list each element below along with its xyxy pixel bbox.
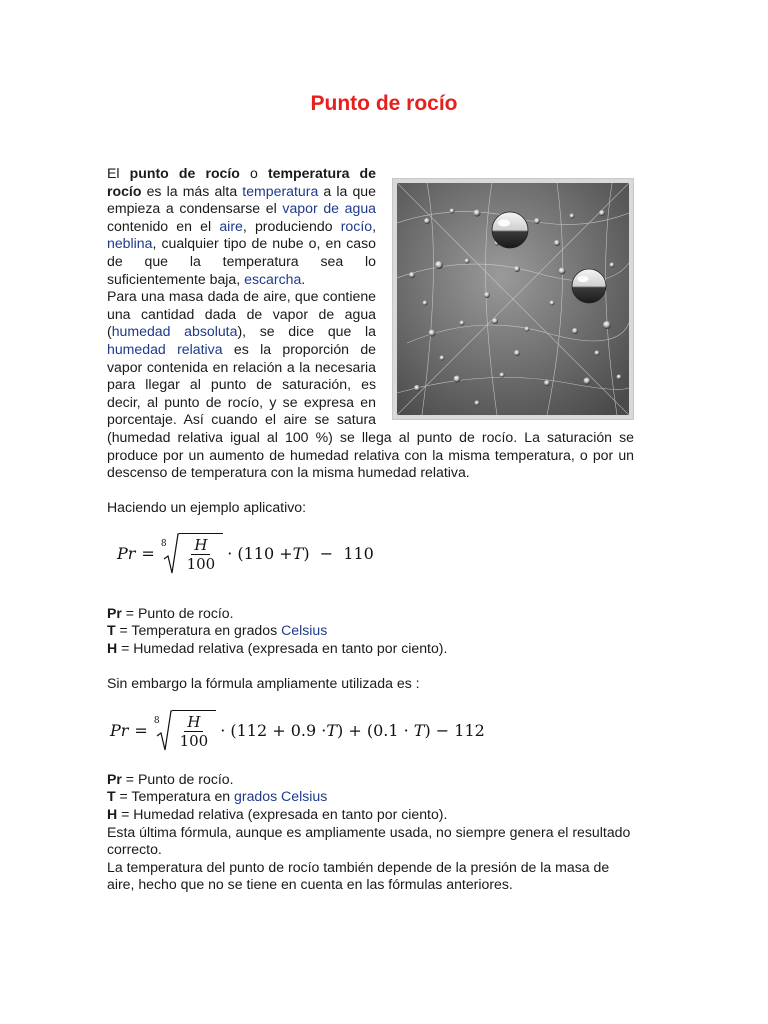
- link-neblina[interactable]: neblina: [107, 235, 153, 252]
- intro-text: a la que empieza a condensarse el: [107, 182, 376, 217]
- fraction: [187, 536, 216, 575]
- legend-text: = Humedad relativa (expresada en tanto por ciento).: [117, 806, 448, 823]
- legend-text: = Punto de rocío.: [121, 770, 234, 787]
- paragraph-text: es la proporción de vapor contenida en relación a la necesaria para llegar al punto de saturación, es decir, al punto de rocío, y se expresa en porcentaje. Así cuando el aire se satura (humedad relativa igual al 100 %) se llega al punto de rocío. La saturación se produce por un aumento de humedad relativa con la misma temperatura, o por un descenso de temperatura con la misma humedad relativa.: [107, 340, 634, 481]
- intro-text: es la más alta: [141, 182, 243, 199]
- formula-term: ) + (0.1 ·: [337, 721, 414, 741]
- legend-text: = Temperatura en grados: [115, 622, 282, 639]
- example-intro: Haciendo un ejemplo aplicativo:: [107, 499, 306, 516]
- formula-symbol-t: T: [326, 721, 338, 741]
- legend-text: = Humedad relativa (expresada en tanto por ciento).: [117, 640, 448, 657]
- legend-symbol-h: H: [107, 640, 118, 657]
- link-grados-celsius[interactable]: grados Celsius: [234, 788, 328, 805]
- fraction-numerator: H: [191, 536, 210, 555]
- term-punto-de-rocio: punto de rocío: [129, 165, 240, 181]
- dew-drops-spiderweb-icon: [397, 183, 629, 415]
- article-body: [107, 165, 634, 894]
- formula-term: · (112 + 0.9 ·: [220, 721, 327, 741]
- legend-symbol-t: T: [107, 622, 116, 639]
- formula-term: ) − 110: [303, 544, 374, 564]
- link-temperatura[interactable]: temperatura: [242, 182, 319, 199]
- formula-term: ) − 112: [424, 721, 485, 741]
- intro-text: , produciendo: [242, 217, 341, 234]
- link-vapor-de-agua[interactable]: vapor de agua: [282, 200, 376, 217]
- legend-symbol-h: H: [107, 806, 118, 823]
- page-title: Punto de rocío: [310, 92, 458, 115]
- link-humedad-relativa[interactable]: humedad relativa: [107, 340, 223, 357]
- root-sign-icon: [160, 533, 179, 575]
- paragraph-text: Para una masa dada de aire, que contiene una cantidad dada de vapor de agua (: [107, 288, 376, 340]
- link-celsius[interactable]: Celsius: [281, 622, 328, 639]
- legend-text: = Punto de rocío.: [121, 604, 234, 621]
- legend-symbol-pr: Pr: [107, 770, 122, 787]
- fraction-denominator: 100: [186, 554, 216, 573]
- link-aire[interactable]: aire: [219, 217, 243, 234]
- formula-symbol-t: T: [292, 544, 304, 564]
- formula-1: [107, 517, 634, 605]
- intro-text: El: [107, 165, 130, 181]
- intro-text: .: [301, 270, 306, 287]
- legend-symbol-t: T: [107, 788, 116, 805]
- formula-symbol-pr: Pr: [110, 721, 129, 741]
- formula-2: [107, 693, 634, 771]
- fraction-denominator: 100: [179, 731, 209, 750]
- note-pressure: La temperatura del punto de rocío también depende de la presión de la masa de aire, hecho que no se tiene en cuenta en las fórmulas anteriores.: [107, 858, 610, 893]
- legend-symbol-pr: Pr: [107, 604, 122, 621]
- legend-1: [107, 605, 634, 658]
- legend-text: = Temperatura en: [115, 788, 235, 805]
- formula-symbol-pr: Pr: [117, 544, 136, 564]
- formula-equals: =: [134, 721, 148, 741]
- radical: [154, 710, 216, 752]
- root-index: 8: [160, 538, 167, 549]
- dew-drops-photo: [392, 178, 634, 420]
- paragraph-text: ), se dice que la: [237, 323, 376, 340]
- legend-2: [107, 771, 634, 824]
- link-humedad-absoluta[interactable]: humedad absoluta: [111, 323, 238, 340]
- intro-text: o: [239, 165, 268, 181]
- formula-intro: Sin embargo la fórmula ampliamente utilizada es :: [107, 675, 420, 692]
- term-temperatura-de-rocio: temperatura de rocío: [107, 165, 377, 199]
- intro-text: , cualquier tipo de nube o, en caso de que la temperatura sea lo suficientemente baja,: [107, 235, 376, 287]
- note-formula-accuracy: Esta última fórmula, aunque es ampliamente usada, no siempre genera el resultado correcto.: [107, 823, 631, 858]
- link-escarcha[interactable]: escarcha: [244, 270, 302, 287]
- fraction: [180, 713, 209, 752]
- formula-equals: =: [141, 544, 155, 564]
- intro-text: contenido en el: [107, 217, 220, 234]
- formula-term: · (110 +: [227, 544, 293, 564]
- formula-symbol-t: T: [413, 721, 425, 741]
- radical: [161, 533, 223, 575]
- intro-text: ,: [372, 217, 376, 234]
- root-sign-icon: [153, 710, 172, 752]
- fraction-numerator: H: [184, 713, 203, 732]
- root-index: 8: [153, 715, 160, 726]
- link-rocio[interactable]: rocío: [340, 217, 373, 234]
